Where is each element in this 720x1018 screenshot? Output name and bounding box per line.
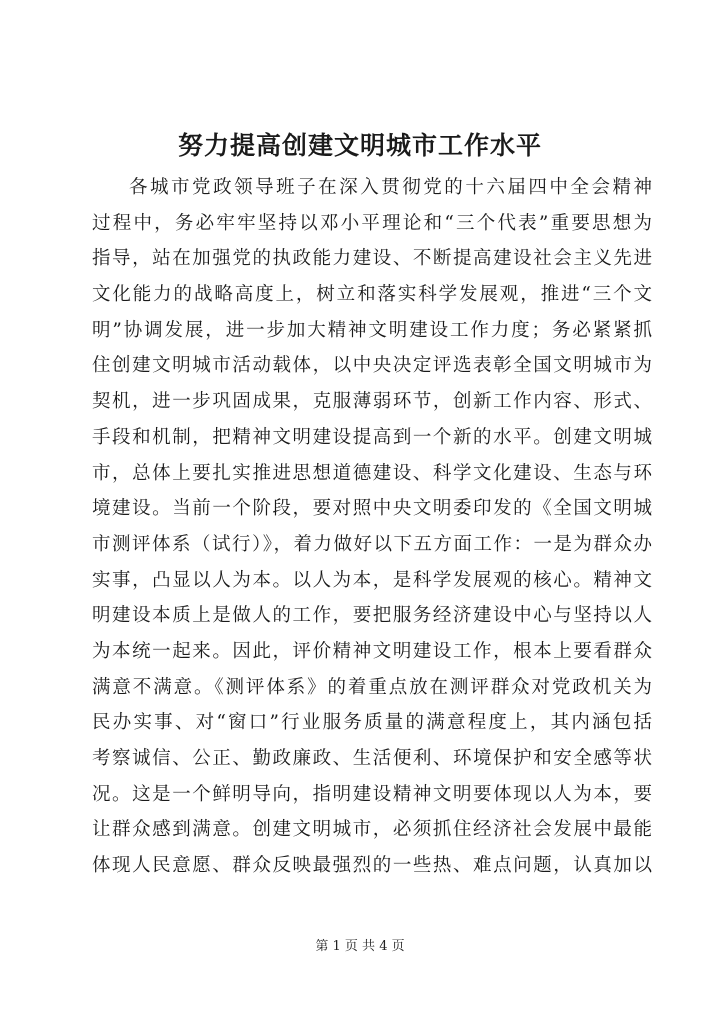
body-line: 手段和机制，把精神文明建设提高到一个新的水平。创建文明城 <box>92 426 652 448</box>
body-line: 住创建文明城市活动载体，以中央决定评选表彰全国文明城市为 <box>92 355 652 377</box>
body-line: 明”协调发展，进一步加大精神文明建设工作力度；务必紧紧抓 <box>92 319 652 341</box>
body-line: 让群众感到满意。创建文明城市，必须抓住经济社会发展中最能 <box>92 819 652 841</box>
body-line: 体现人民意愿、群众反映最强烈的一些热、难点问题，认真加以 <box>92 855 652 877</box>
body-line: 为本统一起来。因此，评价精神文明建设工作，根本上要看群众 <box>92 640 652 662</box>
body-line: 各城市党政领导班子在深入贯彻党的十六届四中全会精神 <box>129 177 652 198</box>
document-title: 努力提高创建文明城市工作水平 <box>177 131 542 160</box>
page-number-footer: 第 1 页 共 4 页 <box>315 939 405 954</box>
body-line: 文化能力的战略高度上，树立和落实科学发展观，推进“三个文 <box>92 284 652 306</box>
body-line: 市测评体系（试行）》，着力做好以下五方面工作：一是为群众办 <box>92 533 652 555</box>
body-line: 过程中，务必牢牢坚持以邓小平理论和“三个代表”重要思想为 <box>92 212 652 234</box>
body-line: 市，总体上要扎实推进思想道德建设、科学文化建设、生态与环 <box>92 462 652 484</box>
body-line: 境建设。当前一个阶段，要对照中央文明委印发的《全国文明城 <box>92 498 652 520</box>
body-line: 明建设本质上是做人的工作，要把服务经济建设中心与坚持以人 <box>92 605 652 627</box>
body-line: 满意不满意。《测评体系》的着重点放在测评群众对党政机关为 <box>92 676 652 698</box>
body-line: 实事，凸显以人为本。以人为本，是科学发展观的核心。精神文 <box>92 569 652 591</box>
body-line: 况。这是一个鲜明导向，指明建设精神文明要体现以人为本，要 <box>92 783 652 805</box>
body-line: 契机，进一步巩固成果，克服薄弱环节，创新工作内容、形式、 <box>92 391 652 413</box>
body-line: 民办实事、对“窗口”行业服务质量的满意程度上，其内涵包括 <box>92 712 652 734</box>
body-line: 考察诚信、公正、勤政廉政、生活便利、环境保护和安全感等状 <box>92 748 652 769</box>
body-line: 指导，站在加强党的执政能力建设、不断提高建设社会主义先进 <box>92 248 652 270</box>
document-body <box>92 170 652 884</box>
